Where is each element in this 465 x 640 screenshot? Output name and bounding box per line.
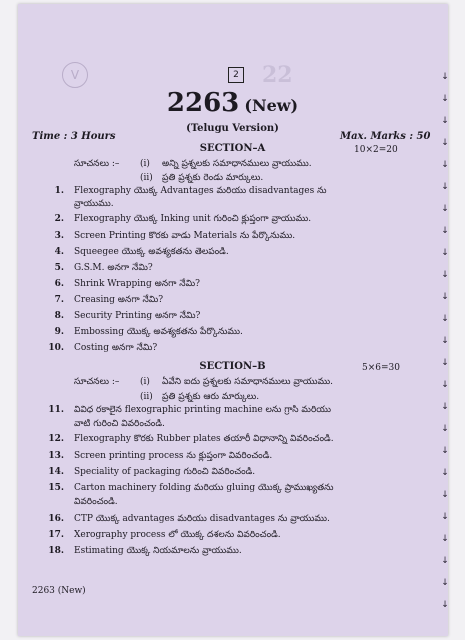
page-number: 2 [228, 67, 244, 83]
section-b-marks: 5×6=30 [362, 363, 400, 373]
question-text: CTP యొక్క advantages మరియు disadvantages ను వ్రాయుము. [74, 514, 330, 524]
question-number: 5. [54, 263, 64, 273]
question-text: Security Printing అనగా నేమి? [74, 311, 201, 321]
question-text: Flexography యొక్క Advantages మరియు disadvantages ను [74, 186, 327, 196]
question-number: 3. [54, 231, 64, 241]
arrow-down-icon: ↓ [441, 534, 449, 544]
question-number: 10. [48, 343, 64, 353]
arrow-down-icon: ↓ [441, 556, 449, 566]
question-text: Screen Printing కొరకు వాడు Materials ను పేర్కొనుము. [74, 231, 296, 241]
question-text-cont: వాటి గురించి వివరించండి. [74, 419, 165, 429]
arrow-down-icon: ↓ [441, 424, 449, 434]
question-text: Speciality of packaging గురించి వివరించండి. [74, 467, 256, 477]
question-text: Flexography యొక్క Inking unit గురించి క్లుప్తంగా వ్రాయుము. [74, 214, 312, 224]
section-b-note-label: సూచనలు :– [74, 377, 120, 387]
question-text: Creasing అనగా నేమి? [74, 295, 164, 305]
arrow-down-icon: ↓ [441, 94, 449, 104]
question-number: 6. [54, 279, 64, 289]
question-text-cont: వ్రాయుము. [74, 199, 114, 209]
question-text: Screen printing process ను క్లుప్తంగా వివరించండి. [74, 451, 273, 461]
arrow-down-icon: ↓ [441, 138, 449, 148]
section-a-instruction-num: (i) [140, 159, 150, 169]
question-text: వివిధ రకాలైన flexographic printing machine లను గ్రాసి మరియు [74, 405, 331, 415]
arrow-down-icon: ↓ [441, 358, 449, 368]
section-b-instruction: ఏవేని ఐదు ప్రశ్నలకు సమాధానములు వ్రాయుము. [162, 377, 334, 387]
question-text: Estimating యొక్క నియమాలను వ్రాయుము. [74, 546, 242, 556]
arrow-down-icon: ↓ [441, 314, 449, 324]
question-number: 2. [54, 214, 64, 224]
question-text: G.S.M. అనగా నేమి? [74, 263, 153, 273]
version-label: (Telugu Version) [186, 123, 279, 134]
paper-title [0, 88, 465, 118]
question-number: 8. [54, 311, 64, 321]
paper-code: 2263 [166, 88, 240, 118]
paper-tag: (New) [244, 96, 299, 115]
section-a-note-label: సూచనలు :– [74, 159, 120, 169]
question-number: 7. [54, 295, 64, 305]
time-label: Time : 3 Hours [32, 131, 116, 142]
section-b-instruction: ప్రతి ప్రశ్నకు ఆరు మార్కులు. [162, 392, 260, 402]
section-a-marks: 10×2=20 [354, 145, 398, 155]
arrow-down-icon: ↓ [441, 116, 449, 126]
arrow-down-icon: ↓ [441, 578, 449, 588]
arrow-down-icon: ↓ [441, 270, 449, 280]
question-number: 1. [54, 186, 64, 196]
arrow-down-icon: ↓ [441, 248, 449, 258]
arrow-down-icon: ↓ [441, 380, 449, 390]
arrow-down-icon: ↓ [441, 292, 449, 302]
arrow-down-icon: ↓ [441, 512, 449, 522]
arrow-down-icon: ↓ [441, 490, 449, 500]
question-number: 9. [54, 327, 64, 337]
section-a-title: SECTION–A [199, 143, 266, 154]
question-number: 11. [48, 405, 64, 415]
arrow-down-icon: ↓ [441, 446, 449, 456]
question-number: 18. [48, 546, 64, 556]
question-text-cont: వివరించండి. [74, 497, 118, 507]
question-text: Carton machinery folding మరియు gluing యొక్క ప్రాముఖ్యతను [74, 483, 334, 493]
section-b-instruction-num: (i) [140, 377, 150, 387]
question-number: 13. [48, 451, 64, 461]
section-a-instruction: అన్ని ప్రశ్నలకు సమాధానములు వ్రాయుము. [162, 159, 312, 169]
question-text: Xerography process లో యొక్క దశలను వివరించండి. [74, 530, 281, 540]
ghost-print: 22 [262, 62, 293, 88]
question-number: 12. [48, 434, 64, 444]
arrow-down-icon: ↓ [441, 600, 449, 610]
arrow-down-icon: ↓ [441, 402, 449, 412]
arrow-down-icon: ↓ [441, 160, 449, 170]
question-number: 15. [48, 483, 64, 493]
question-text: Shrink Wrapping అనగా నేమి? [74, 279, 200, 289]
arrow-down-icon: ↓ [441, 226, 449, 236]
question-text: Embossing యొక్క అవశ్యకతను పేర్కొనుము. [74, 327, 243, 337]
question-text: Squeegee యొక్క అవశ్యకతను తెలపండి. [74, 247, 229, 257]
section-a-instruction: ప్రతి ప్రశ్నకు రెండు మార్కులు. [162, 173, 264, 183]
section-b-title: SECTION–B [199, 361, 266, 372]
question-number: 17. [48, 530, 64, 540]
question-text: Costing అనగా నేమి? [74, 343, 158, 353]
question-text: Flexography కొరకు Rubber plates తయారీ విధానాన్ని వివరించండి. [74, 434, 334, 444]
arrow-down-icon: ↓ [441, 336, 449, 346]
question-number: 14. [48, 467, 64, 477]
question-number: 16. [48, 514, 64, 524]
question-number: 4. [54, 247, 64, 257]
arrow-down-icon: ↓ [441, 72, 449, 82]
arrow-down-icon: ↓ [441, 468, 449, 478]
arrow-down-icon: ↓ [441, 204, 449, 214]
section-b-instruction-num: (ii) [140, 392, 153, 402]
max-marks-label: Max. Marks : 50 [340, 131, 431, 142]
footer-code: 2263 (New) [32, 586, 86, 596]
arrow-down-icon: ↓ [441, 182, 449, 192]
round-stamp-icon: V [62, 62, 88, 88]
section-a-instruction-num: (ii) [140, 173, 153, 183]
